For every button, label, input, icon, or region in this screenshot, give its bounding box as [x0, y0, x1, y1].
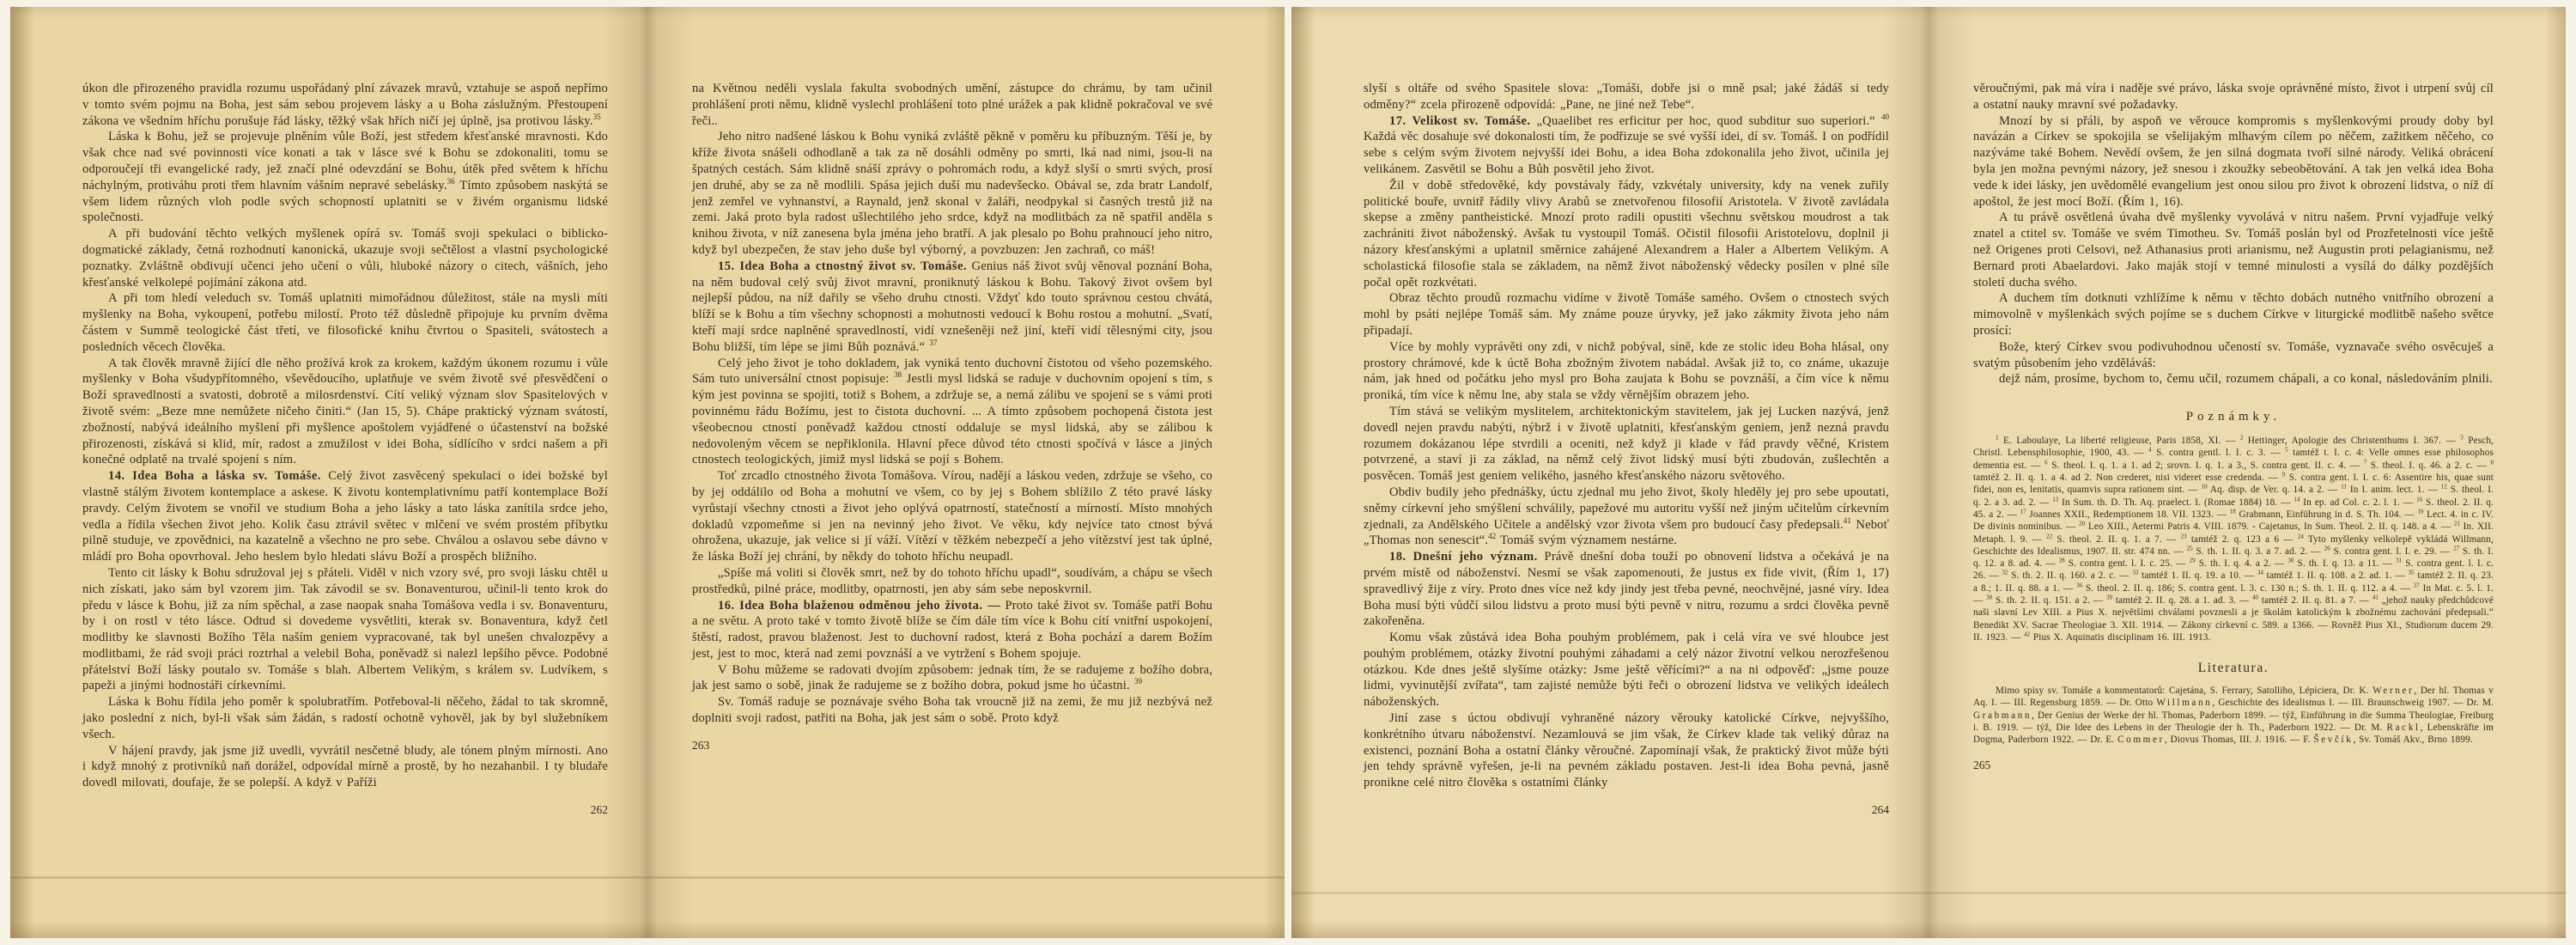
notes-paragraph: Mimo spisy sv. Tomáše a kommentatorů: Cajetána, S. Ferrary, Satolliho, Lépiciera, Dr. K. Werner, Der hl. Thomas v Aq. I. — III. Regensburg 1859. — Dr. Otto Willmann, Geschichte des Idealismus I. — III. Braunschweig 1907. — Dr. M. Grabmann, Der Genius der Werke der hl. Thomas, Paderborn 1899. — týž, Einführung in die Summa Theologiae, Freiburg i. B. 1919. — týž, Die Idee des Lebens in der Theologie der h. Th., Paderborn 1922. — Dr. M. Rackl, Lebenskräfte im Dogma, Paderborn 1922. — Dr. E. Commer, Diovus Thomas, III. J. 1916. — F. Ševčík, Sv. Tomáš Akv., Brno 1899. — [1973, 686, 2494, 746]
paragraph: Komu však zůstává idea Boha pouhým problémem, pak i celá víra ve své hloubce jest pouhým problémem, otázky životní pouhými záhadami a celý názor životní velkou nerozřešenou otázkou. Kde dnes ještě slyšíme otázky: Jsme ještě věřícími?“ a na ni odpověď: „jsme pouze lidmi, vyvinutější zvířata“, tam zajisté nemůže býti řeči o obrození lidstva ve velikých ideálech náboženských. — [1364, 631, 1889, 710]
footnote-marker: 30 — [2287, 557, 2294, 564]
paragraph-lead: 16. Idea Boha blaženou odměnou jeho života. — — [718, 598, 1001, 613]
footnote-marker: 19 — [2417, 508, 2424, 515]
footnote-marker: 20 — [2079, 520, 2086, 527]
footnote-marker: 36 — [447, 176, 455, 186]
page-number: 263 — [692, 738, 710, 752]
footnote-marker: 10 — [2201, 483, 2208, 491]
paragraph: Láska k Bohu, jež se projevuje plněním vůle Boží, jest středem křesťanské mravnosti. Kdo však chce nad své povinnosti více konati a tak v lásce své k Bohu se zdokonaliti, tomu se odporoučejí tři evangelické rady, jež značí plné odevzdání se Bohu, útěk před světem k hříchu náchylným, protiváhu proti třem hlavním vášním nepravé sebelásky.$^{36}$ Tímto způsobem naskýtá se všem lidem různých vloh podle svých schopností uplatniti se v živém organismu lidské společnosti. — [82, 130, 608, 225]
paragraph: Sv. Tomáš raduje se poznávaje svého Boha tak vroucně již na zemi, že mu již nezbývá než doplniti svoji radost, patřiti na Boha, jak jest sám o sobě. Proto když — [692, 695, 1212, 726]
paragraph: Jeho nitro nadšené láskou k Bohu vyniká zvláště pěkně v poměru ku příbuzným. Těší je, by kříže života snášeli odhodlaně a tak za ně dosáhli odměny po smrti, lká nad nimi, jsou-li na špatných cestách. Sám klidně snáší zprávy o pohromách rodu, a když slyší o smrti svých, prosí jen druhé, aby se za ně modlili. Spása jejich duší mu nadevšecko. Obával se, zda bratr Landolf, jenž zemřel ve vyhnanství, a Raynald, jenž skonal v žaláři, neodpykal si časných trestů již na zemi. Jaká proto byla radost ušlechtilého jeho srdce, když na modlitbách za ně spatřil anděla s knihou života, v níž zanesena byla jména jeho bratří. A jak plesalo po Bohu prahnoucí jeho nitro, když byl ubezpečen, že stav jeho duše byl výborný, a povzbuzen: Jen zachraň, co máš! — [692, 130, 1212, 257]
paragraph-lead: 18. Dnešní jeho význam. — [1389, 550, 1538, 564]
footnote-marker: 41 — [1843, 515, 1851, 525]
paragraph: 16. Idea Boha blaženou odměnou jeho života. — Proto také život sv. Tomáše patří Bohu a ne světu. A proto také v tomto životě blíže se čím dále tím více k Bohu cítí vnitřní uspokojení, štěstí, radost, pravou blaženost. Jest to duchovní radost, která z Boha pochází a darem Božím jest, jest to moc, která nad zemi povznáší a ve vytržení s Bohem spojuje. — [692, 598, 1213, 661]
footnote-marker: 9 — [2281, 471, 2286, 479]
footnote-marker: 18 — [2229, 508, 2236, 515]
paragraph: na Květnou neděli vyslala fakulta svobodných umění, zástupce do chrámu, by tam učinil prohlášení proti němu, klidně vyslechl prohlášení toto plné urážek a pak klidně pokračoval ve své řeči.. — [692, 82, 1212, 128]
footnote-marker: 3 — [2460, 434, 2464, 442]
book-page-264 — [1291, 7, 1929, 938]
paragraph: Láska k Bohu řídila jeho poměr k spolubratřím. Potřeboval-li něčeho, žádal to tak skromně, jako poslední z nich, byl-li však sám žádán, s radostí ochotně vyhověl, jak by byl služebníkem všech. — [82, 695, 608, 741]
footnote-marker: 35 — [592, 112, 601, 121]
footnote-marker: 7 — [2363, 459, 2367, 466]
paragraph: „Spíše má voliti si člověk smrt, než by do tohoto hříchu upadl“, soudívám, a chápu se všech prostředků, pilné práce, modlitby, opatrnosti, jen aby sám sebe neposkvrnil. — [692, 565, 1212, 596]
footnote-marker: 34 — [2257, 569, 2263, 576]
footnote-marker: 32 — [2002, 569, 2008, 576]
footnote-marker: 24 — [2297, 532, 2304, 540]
letterspaced-name: Werner — [2372, 686, 2415, 697]
book-spread-1 — [10, 7, 1285, 938]
paragraph: A tak člověk mravně žijící dle něho prožívá krok za krokem, každým úkonem rozumu i vůle myšlenky v Boha všudypřítomného, vševědoucího, uplatňuje ve svém životě své přesvědčení o Boží spravedlnosti a svatosti, dobrotě a milosrdenství. Cítí veliký význam slov Spasitelových v životě svém: „Beze mne nemůžete ničeho činiti.“ (Jan 15, 5). Chápe praktický význam svátostí, zbožností, nabývá ideálního myšlení při myšlence apoštolem vyjádřené o účastenství na božské přirozenosti, získává si klid, mír, radost a zmužilost v idei Boha, sídlícího v srdci našem a při konečné odplatě na trvalé spojení s ním. — [82, 356, 608, 467]
paragraph: Bože, který Církev svou podivuhodnou učeností sv. Tomáše, vyznavače svého osvěcuješ a svatým působením jeho vzděláváš: — [1973, 339, 2494, 370]
footnote-marker: 5 — [2285, 446, 2288, 454]
paragraph-lead: 15. Idea Boha a ctnostný život sv. Tomáše. — [718, 259, 967, 273]
footnote-marker: 4 — [2148, 446, 2152, 454]
page-number: 264 — [1871, 803, 1889, 817]
paragraph: úkon dle přirozeného pravidla rozumu uspořádaný plní závazek mravů, vztahuje se aspoň nepřímo v tomto svém pojmu na Boha, jest sám sebou projevem lásky a u Boha záslužným. Přestoupení zákona ve všedním hříchu porušuje řád lásky, těžký však hřích ničí jej úplně, jsa protivou lásky.$^{35}$ — [82, 82, 608, 128]
paragraph: dejž nám, prosíme, bychom to, čemu učil, rozumem chápali, a co konal, následováním plnili. — [1999, 372, 2493, 387]
footnote-marker: 21 — [2453, 520, 2460, 527]
footnote-marker: 36 — [2076, 581, 2083, 588]
paragraph: 15. Idea Boha a ctnostný život sv. Tomáše. Genius náš život svůj věnoval poznání Boha, na něm budoval celý svůj život mravní, proniknutý láskou k Bohu. Takový život ovšem byl nejlepší půdou, na níž dařily se všeho druhu ctnosti. Vždyť kdo touto správnou cestou chvátá, blíží se k Bohu a tím všechny schopnosti a mohutnosti vedoucí k Bohu rostou a mohutní. „Svatí, kteří mají srdce naplněné spravedlností, vidí vznešeněji než jiní, kteří vidí tělesnými city, jsou Bohu bližší, tím lépe se jimi Bůh poznává.“ $^{37}$ — [692, 259, 1212, 354]
footnote-marker: 33 — [2132, 569, 2139, 576]
paragraph: Tento cit lásky k Bohu sdružoval jej s přáteli. Viděl v nich vzory své, pro svoji lásku chtěl u nich získati, jako sám byl vzorem jim. Tak závodil se sv. Bonaventurou, učinil-li tento krok do předu v lásce k Bohu, již za ním spěchal, a zase naopak snaha Tomášova vedla i sv. Bonaventuru, by i on rostl v této lásce. Odtud si dovedeme vysvětliti, kterak sv. Bonaventura, když četl modlitby ke slavnosti Božího Těla naším geniem vypracované, tak byl unešen chvalozpěvy a modlitbami, že rád svoji práci roztrhal a velebil Boha, poněvadž si nalezl lepšího pěvce. Podobné přátelství Boží lásky poutalo sv. Tomáše s blah. Albertem Velikým, s králem sv. Ludvíkem, s papeži a jinými hodnostáři církevními. — [82, 565, 608, 693]
page-number: 262 — [590, 803, 608, 817]
footnote-marker: 39 — [2106, 594, 2113, 601]
footnote-marker: 6 — [2044, 459, 2048, 466]
footnote-marker: 28 — [2058, 557, 2065, 564]
footnote-marker: 42 — [2024, 631, 2031, 638]
paragraph: Celý jeho život je toho dokladem, jak vyniká tento duchovní čistotou od všeho pozemského. Sám tuto universální ctnost popisuje: $^{38}$ Jestli mysl lidská se raduje v duchovním opojení s tím, s kým jest povinna se spojiti, totiž s Bohem, a zdržuje se, a nemá zálibu ve spojení se s vámi proti povinnému řádu Božímu, jest to čistota duchovní. ... A tímto způsobem pochopená čistota jest všeobecnou ctností poněvadž každou ctností oddaluje se mysl lidská, aby se zálibou k nedovoleným věcem se nepřiklonila. Hlavní přece důvod této ctnosti spočívá v lásce a jiných ctnostech teologických, jimiž mysl lidská se pojí s Bohem. — [692, 356, 1212, 467]
book-page-262 — [10, 7, 647, 938]
paragraph: věroučnými, pak má víra i naděje své právo, láska svoje oprávněné místo, život i utrpení svůj cíl a ostatní nauky mravní své požadavky. — [1973, 82, 2494, 112]
footnote-marker: 35 — [2408, 569, 2415, 576]
footnote-marker: 38 — [1986, 594, 1993, 601]
paragraph: A při budování těchto velkých myšlenek opírá sv. Tomáš svoji spekulaci o biblicko-dogmatické základy, četná rozhodnutí kanonická, ukazuje svoji sečtělost a vlastní psychologické poznatky. Zvláštně obdivují učenci jeho učení o vůli, hluboké názory o citech, vášních, jeho křesťanské velkolepé pojímání zákona atd. — [82, 227, 608, 290]
footnote-marker: 31 — [2396, 557, 2403, 564]
footnote-marker: 42 — [1488, 532, 1497, 541]
footnote-marker: 37 — [929, 338, 938, 347]
paragraph: slyší s oltáře od svého Spasitele slova: „Tomáši, dobře jsi o mně psal; jaké žádáš si tedy odměny?“ zcela přirozeně odpovídá: „Pane, ne jiné než Tebe“. — [1364, 82, 1889, 112]
letterspaced-name: Commer — [2117, 735, 2165, 746]
paragraph: Žil v době středověké, kdy povstávaly řády, vzkvétaly university, kdy na venek zuřily politické bouře, uvnitř řádily vlivy Arabů se znetvořenou filosofií Aristotela. V životě zavládala skepse a změny pantheistické. Mnozí proto radili opustiti všechnu světskou moudrost a tak zachrániti život náboženský. Avšak tu vystoupil Tomáš. Očistil filosofii Aristotelovu, doplnil ji názory křesťanskými a uplatnil směrnice zahájené Alexandrem a Haler a Albertem Velikým. A scholastická filosofie stala se základem, na němž život náboženský vědecky posílen v plné síle počal opět rozkvétati. — [1364, 178, 1889, 290]
paragraph: A tu právě osvětlená úvaha dvě myšlenky vyvolává v nitru našem. První vyjadřuje velký znatel a ctitel sv. Tomáše ve svém Timotheu. Sv. Tomáš poslán byl od Prozřetelnosti více ještě než Origenes proti Celsovi, než Athanasius proti arianismu, než Augustin proti pelagianismu, než Bernard proti Abaelardovi. Jako maják stojí v temné minulosti a vysílá do dálky pozdějších století ducha svého. — [1973, 210, 2494, 290]
footnote-marker: 27 — [2453, 545, 2460, 552]
letterspaced-name: Grabmann — [1973, 710, 2032, 721]
footnote-marker: 16 — [2416, 495, 2423, 503]
paragraph: Tím stává se velikým myslitelem, architektonickým stavitelem, jak jej Lucken nazývá, jenž dovedl nejen pravdu nabýti, nýbrž i v životě uplatniti, křesťanským geniem, jenž nezná pravdu rozumem dokázanou lépe stvrdili a oceniti, než když ji klade v řád pravdy věčné, Kristem potvrzené, a staví ji za základ, na němž celý život lidský musí býti zbudován, zušlechtěn a posvěcen. Tomáš jest geniem velikého, jasného křesťanského názoru světového. — [1364, 404, 1889, 484]
footnote-marker: 11 — [2341, 483, 2347, 491]
footnote-marker: 38 — [893, 370, 902, 380]
footnote-marker: 17 — [2020, 508, 2026, 515]
footnote-marker: 8 — [2490, 459, 2494, 466]
section-heading: Literatura. — [2197, 661, 2269, 676]
paragraph: Jiní zase s úctou obdivují vyhraněné názory věrouky katolické Církve, nejvyššího, konkrétního útvaru náboženství. Nezamlouvá se jim však, že Církev klade tak veliký důraz na existenci, poznání Boha a ostatní články věroučné. Zapomínají však, že praktický život může býti jen tehdy správně vyřešen, je-li na pevném základu postaven. Jest-li idea Boha pevná, jasně pronikne celé nitro člověka s ostatními články — [1364, 711, 1889, 790]
paragraph: Obraz těchto proudů rozmachu vidíme v životě Tomáše samého. Ovšem o ctnostech svých mohl by psáti nejlépe Tomáš sám. My známe pouze úryvky, jež jako zákmity života jeho nám připadají. — [1364, 291, 1889, 338]
paragraph: A při tom hledí veleduch sv. Tomáš uplatniti mimořádnou důležitost, stále na mysli míti myšlenky na Boha, vykoupení, potřebu milostí. Proto též důsledně připojuje ku prvním dvěma částem v Summě teologické část třetí, ve filosofické knihu čtvrtou o Spasiteli, svátostech a posledních věcech člověka. — [82, 291, 608, 354]
footnote-marker: 22 — [2046, 532, 2053, 540]
paragraph: 18. Dnešní jeho význam. Právě dnešní doba touží po obnovení lidstva a očekává je na prvém místě od náboženství. Nesmí se však zapomenouti, že justus ex fide vivit, (Řím 1, 17) spravedlivý žije z víry. Proto dnes více než kdy jindy jest třeba pevné, neochvějné, jasné víry. Idea Boha musí býti vůdčí silou lidstvu a proto musí býti pevně v nitru, rozumu a srdci člověka pevně zakořeněna. — [1364, 550, 1889, 629]
footnote-marker: 41 — [2372, 594, 2379, 601]
footnote-marker: 26 — [2324, 545, 2330, 552]
footnote-marker: 23 — [2180, 532, 2187, 540]
footnote-marker: 25 — [2186, 545, 2193, 552]
paragraph: V hájení pravdy, jak jsme již uvedli, vyvrátil nesčetné bludy, ale tónem plným mírnosti. Ano i když mnohý z protivníků naň dorážel, odpovídal mírně a prostě, by ho nezahanbil. I ty bludaře dovedl milovati, doufaje, že se polepší. A když v Paříži — [82, 743, 608, 790]
notes-paragraph: $^1$ E. Laboulaye, La liberté religieuse, Paris 1858, XI. — $^2$ Hettinger, Apologie des Christenthums I. 367. — $^3$ Pesch, Christl. Lebensphilosophie, 1900, 43. — $^4$ S. contra gentl. l. I. c. 3. — $^5$ tamtéž t. I. c. 4: Velle omnes esse philosophos dementia est. — $^6$ S. theol. I. q. 1. a 1. ad 2; srovn. I. q. 1. a 3., S. contra gent. II. c. 4. — $^7$ S. theol. I. q. 46. a 2. c. — $^8$ tamtéž 2. II. q. 1. a 4. ad 2. Non crederet, nisi videret esse credenda. — $^9$ S. contra gent. l. I. c. 6: Assentire his, quae sunt fidei, non es, lenitatis, quamvis supra rationem sint. — $^{10}$ Aq. disp. de Ver. q. 14. a 2. — $^{11}$ In I. anim. lect. 1. — $^{12}$ S. theol. I. q. 2. a 3. ad. 2. — $^{13}$ In Sum. th. D. Th. Aq. praelect. I. (Romae 1884) 18. — $^{14}$ In ep. ad Col. c. 2. l. 1. — $^{16}$ S. theol. 2. II. q. 45. a 2. — $^{17}$ Joannes XXII., Redemptionem 18. VII. 1323. — $^{18}$ Grabmann, Einführung in d. S. Th. 104. — $^{19}$ Lect. 4. in c. IV. De divinis nominibus. — $^{20}$ Leo XIII., Aetermi Patris 4. VIII. 1879. - Cajetanus, In Sum. Theol. 2. II. q. 148. a 4. — $^{21}$ In. XII. Metaph. l. 9. — $^{22}$ S. theol. 2. II. q. 1. a 7. — $^{23}$ tamtéž 2. q. 123 a 6 — $^{24}$ Tyto myšlenky velkolepě vykládá Willmann, Geschichte des Idealismus, 1907. II. str. 474 nn. — $^{25}$ S. th. 1. II. q. 3. a 7. ad. 2. — $^{26}$ S. contra gent. l. I. e. 29. — $^{27}$ S. th. I. q. 12. a 8. ad. 4. — $^{28}$ S. contra gent. l. I. c. 25. — $^{29}$ S. th. I. q. 4. a 2. — $^{30}$ S. th. I. q. 13. a 11. — $^{31}$ S. contra gent. l. I. c. 26. — $^{32}$ S. th. 2. II. q. 160. a 2. c. — $^{33}$ tamtéž 1. II. q. 19. a 10. — $^{34}$ tamtéž 1. II. q. 108. a 2. ad. 1. — $^{35}$ tamtéž 2. II. q. 23. a 8.; 1. II. q. 88. a 1. — $^{36}$ S. theol. 2. II. q. 186; S. contra gent. l. 3. c. 130 n.; S. th. 1. II. q. 112. a 4. — $^{37}$ In Mat. c. 5. l. 1. — $^{38}$ S. th. 2. II. q. 151. a 2. — $^{39}$ tamtéž 2. II. q. 28. a 1. ad. 3. — $^{40}$ tamtéž 2. II. q. 81. a 7. — $^{41}$ „jehož nauky předchůdcové naši slavní Lev XIII. a Pius X. největšími chválami povznesli a je školám katolickým k zbožnému zachování předepsali.“ Benedikt XV. Sacrae Theologiae 3. XII. 1914. — Zákony církevní c. 589. a 1366. — Rovněž Pius XI., Studiorum ducem 29. II. 1923. — $^{42}$ Pius X. Aquinatis disciplinam 16. III. 1913. — [1973, 434, 2494, 643]
footnote-marker: 13 — [2052, 495, 2059, 503]
book-page-263 — [647, 7, 1285, 938]
footnote-marker: 37 — [2413, 581, 2420, 588]
footnote-marker: 14 — [2293, 495, 2300, 503]
footnote-marker: 39 — [1133, 677, 1143, 686]
letterspaced-name: Rackl — [2386, 722, 2421, 734]
paragraph: Toť zrcadlo ctnostného života Tomášova. Vírou, nadějí a láskou veden, zdržuje se všeho, co by jej oddálilo od Boha a mohutní ve všem, co by jej s Bohem sblížilo Z této pravé lásky vyrůstají všechny ctnosti a život jeho oplývá opatrností, statečností a mírností. Místo mnohých dokladů vzpomeňme si jen na nevinný jeho život. Ve věku, kdy nejvíce tato ctnost bývá ohrožena, ukazuje, jak velice si jí váží. Vítězí v těžkém nebezpečí a jeho vítězství jest tak úplné, že láska Boží jej chrání, by někdy do tohoto hříchu neupadl. — [692, 469, 1212, 564]
book-page-265 — [1929, 7, 2566, 938]
paragraph-lead: 14. Idea Boha a láska sv. Tomáše. — [108, 469, 321, 484]
paragraph: Obdiv budily jeho přednášky, úctu zjednal mu jeho život, školy hleděly jej pro sebe upoutati, sněmy církevní jeho smýšlení schválily, papežové mu autoritu vyšší než jiným učitelům církevním zjednali, za Andělského Učitele a andělský vzor života všem pro budoucí časy předepsali.$^{41}$ Neboť „Thomas non senescit“.$^{42}$ Tomáš svým významem nestárne. — [1364, 485, 1890, 548]
footnote-marker: 12 — [2440, 483, 2447, 491]
letterspaced-name: Willmann — [2156, 698, 2213, 709]
paragraph: A duchem tím dotknuti vzhlížíme k němu v těchto dobách nutného vnitřního obrození a mimovolně v myšlenkách svých pojíme se s duchem Církve v liturgické modlitbě našeho světce prosící: — [1973, 291, 2494, 338]
paragraph-lead: 17. Velikost sv. Tomáše. — [1389, 113, 1531, 128]
page-number: 265 — [1973, 758, 1991, 771]
footnote-marker: 29 — [2189, 557, 2196, 564]
footnote-marker: 2 — [2239, 434, 2244, 442]
book-spread-2 — [1291, 7, 2566, 938]
section-heading: Poznámky. — [2185, 410, 2281, 424]
paragraph: Více by mohly vyprávěti ony zdi, v nichž pobýval, síně, kde ze stolic ideu Boha hlásal, ony prostory chrámové, kde k úctě Boha zbožným životem nabádal. Avšak již to, co známe, ukazuje nám, jak hned od počátku jeho mysl pro Boha zaujata k Bohu se povznáší, a čím více k němu proniká, tím více k němu lne, aby stala se vždy věrnějším obrazem jeho. — [1364, 339, 1889, 403]
paragraph: 17. Velikost sv. Tomáše. „Quaelibet res erficitur per hoc, quod subditur suo superiori.“ $^{40}$ Každá věc dosahuje své dokonalosti tím, že podřizuje se své vyšší idei, dí sv. Tomáš. I on podřídil sebe s celým svým životem nejvyšší idei Bohu, a idea Boha zdokonalila jeho život, učinila jej velikánem. Zasvětil se Bohu a Bůh posvětil jeho život. — [1364, 112, 1890, 176]
paragraph: V Bohu můžeme se radovati dvojím způsobem: jednak tím, že se radujeme z božího dobra, jak jest samo o sobě, jinak že radujeme se z božího dobra, pokud jsme ho účastni. $^{39}$ — [692, 662, 1212, 693]
paragraph: Mnozí by si přáli, by aspoň ve věrouce kompromis s myšlenkovými proudy doby byl navázán a Církev se spokojila se všelijakým mlhavým cílem po něčem, zažitkem něčeho, co nazýváme také Bohem. Nevědí ovšem, že jen silná dogmata tvoří silné národy. Veliká obrácení byla jen možna pevnými názory, jež snesou i zkoužky sebeobětování. A tak jen velká idea Boha vede k idei lásky, jen uvědomělé evangelium jest onou silou pro život k obrození lidstva, o níž dí apoštol, že jest mocí Boží. (Řím 1, 16). — [1973, 113, 2494, 209]
footnote-marker: 40 — [2252, 594, 2258, 601]
paragraph: 14. Idea Boha a láska sv. Tomáše. Celý život zasvěcený spekulaci o idei božské byl vlastně stálým životem kontemplace a askese. K životu kontemplativnímu patří kontemplace Boží pravdy. Celým životem se vnořil ve studium Boha a jeho lásky a tato láska zanítila srdce jeho, vedla a řídila všechen život jeho. Kolik času ztrávil světec v mlčení ve svém prostém příbytku pilně studuje, ve zpovědnici, na kazatelně a všechno ne pro sebe. Chválou a oslavou sebe dávno v mládí pro Boha opovrhoval. Jeho heslem bylo hledati slávu Boží a prospěch bližního. — [82, 469, 608, 564]
footnote-marker: 1 — [1996, 434, 1999, 442]
footnote-marker: 40 — [1880, 112, 1890, 121]
letterspaced-name: Ševčík — [2313, 735, 2354, 746]
